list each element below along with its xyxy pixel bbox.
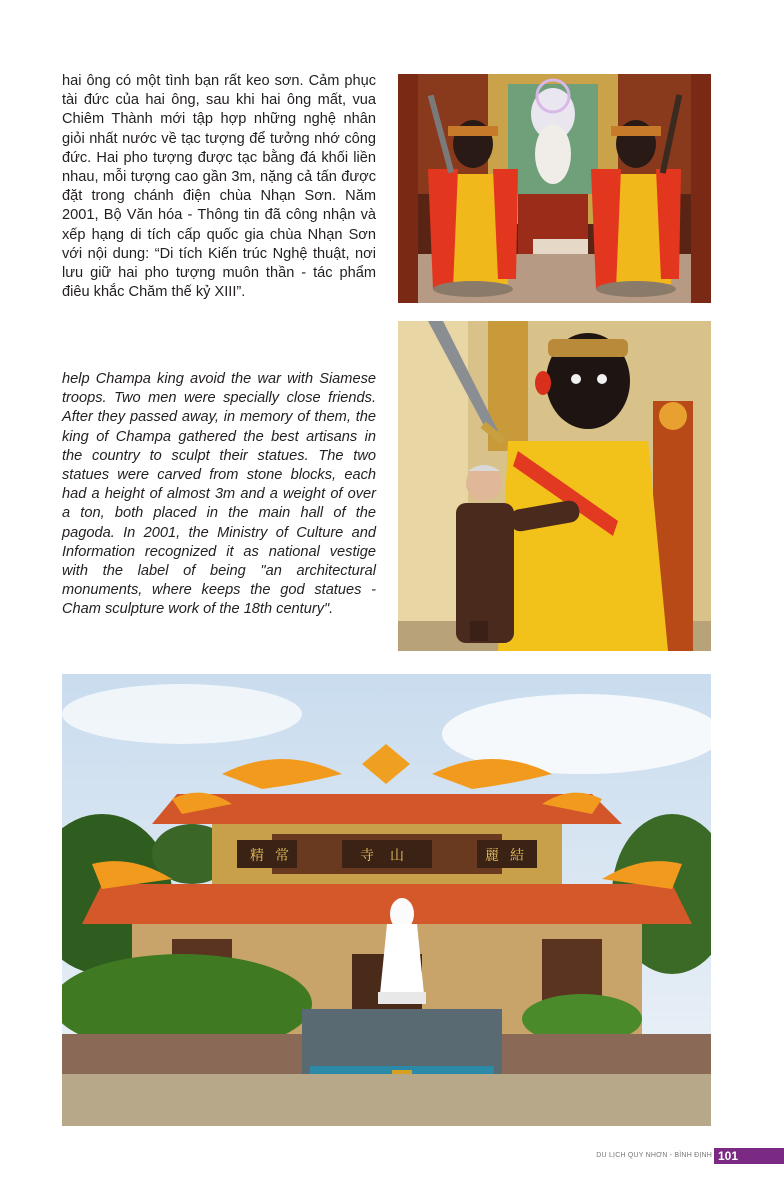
english-paragraph: help Champa king avoid the war with Siamese troops. Two men were specially close friends. After they passed away, in memory of them, the king of Champa gathered the best artisans in the country to sculpt their statues. The two statues were carved from stone blocks, each had a height of almost 3m and a weight of over a ton, both placed in the main hall of the pagoda. In 2001, the Ministry of Culture and Information recognized it as national vestige with the label of being "an architectural monuments, where keeps the god statues - Cham sculpture work of the 18th century". bbox=[62, 371, 376, 618]
page-number: 101 bbox=[718, 1149, 739, 1163]
pagoda-exterior-photo bbox=[62, 674, 711, 1126]
pagoda-sign-character: 寺 bbox=[360, 847, 374, 863]
statues-altar-photo bbox=[398, 74, 711, 303]
pagoda-sign-character: 麗 bbox=[485, 847, 499, 863]
publication-footer: DU LỊCH QUY NHƠN - BÌNH ĐỊNH bbox=[596, 1152, 712, 1159]
pagoda-sign-character: 結 bbox=[510, 847, 524, 863]
monk-statue-photo bbox=[398, 321, 711, 651]
pagoda-sign-character: 常 bbox=[275, 847, 289, 863]
pagoda-sign-character: 精 bbox=[250, 847, 264, 863]
pagoda-sign-character: 山 bbox=[390, 847, 404, 863]
vietnamese-paragraph: hai ông có một tình bạn rất keo sơn. Cảm phục tài đức của hai ông, sau khi hai ông mất, vua Chiêm Thành mới tập hợp những nghệ nhân giỏi nhất nước về tạc tượng để tưởng nhớ công đức. Hai pho tượng được tạc bằng đá khối liền nhau, mỗi tượng cao gần 3m, nặng cả tấn được đặt trong chánh điện chùa Nhạn Sơn. Năm 2001, Bộ Văn hóa - Thông tin đã công nhận và xếp hạng di tích cấp quốc gia chùa Nhạn Sơn với nội dung: “Di tích Kiến trúc Nghệ thuật, nơi lưu giữ hai pho tượng muôn thần - tác phẩm điêu khắc Chăm thế kỷ XIII”. bbox=[62, 73, 376, 301]
